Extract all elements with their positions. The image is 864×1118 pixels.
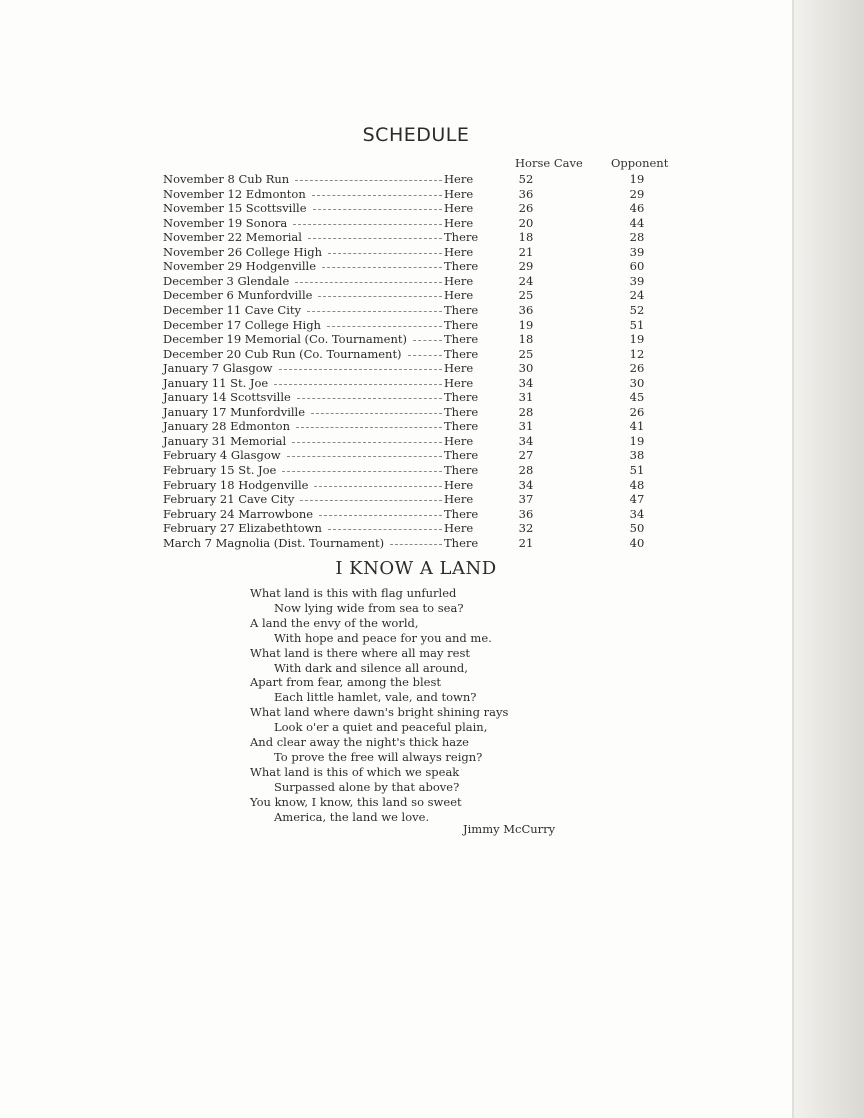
game-date-opponent: December 19 Memorial (Co. Tournament): [163, 332, 407, 347]
horse-cave-score: 34: [518, 433, 534, 448]
schedule-row: [0, 288, 760, 302]
dotted-leader: [300, 500, 442, 501]
game-date-opponent: January 14 Scottsville: [163, 390, 291, 405]
poem-line: Surpassed alone by that above?: [274, 779, 460, 794]
game-date-opponent: January 11 St. Joe: [163, 375, 269, 390]
game-date-opponent: February 27 Elizabethtown: [163, 521, 322, 536]
poem-line: A land the envy of the world,: [250, 615, 419, 630]
column-header-opponent: Opponent: [611, 156, 669, 170]
opponent-score: 12: [629, 346, 645, 361]
game-date-opponent: November 8 Cub Run: [163, 172, 290, 186]
schedule-row: [0, 318, 760, 332]
opponent-score: 39: [629, 244, 645, 259]
schedule-row: [0, 434, 760, 448]
schedule-row: [0, 303, 760, 317]
poem-line: Each little hamlet, vale, and town?: [274, 690, 477, 705]
schedule-row: [0, 521, 760, 535]
horse-cave-score: 19: [518, 317, 534, 332]
poem-line: You know, I know, this land so sweet: [250, 794, 462, 809]
game-venue: There: [444, 535, 479, 550]
dotted-leader: [295, 282, 442, 283]
horse-cave-score: 18: [518, 230, 534, 245]
horse-cave-score: 31: [518, 419, 534, 434]
schedule-row: [0, 172, 760, 186]
schedule-row: [0, 332, 760, 346]
dotted-leader: [318, 296, 442, 297]
game-venue: Here: [444, 433, 474, 448]
horse-cave-score: 24: [518, 273, 534, 288]
poem-line: Now lying wide from sea to sea?: [274, 600, 464, 615]
opponent-score: 60: [629, 259, 645, 274]
poem-line: Apart from fear, among the blest: [250, 675, 441, 690]
dotted-leader: [390, 544, 442, 545]
opponent-score: 46: [629, 201, 645, 216]
dotted-leader: [287, 456, 442, 457]
game-venue: Here: [444, 288, 474, 303]
dotted-leader: [327, 326, 442, 327]
horse-cave-score: 25: [518, 346, 534, 361]
opponent-score: 41: [629, 419, 645, 434]
poem-line: To prove the free will always reign?: [274, 749, 483, 764]
dotted-leader: [413, 340, 442, 341]
schedule-row: [0, 259, 760, 273]
game-date-opponent: March 7 Magnolia (Dist. Tournament): [163, 535, 385, 550]
dotted-leader: [322, 267, 442, 268]
horse-cave-score: 27: [518, 448, 534, 463]
schedule-row: [0, 448, 760, 462]
schedule-row: [0, 405, 760, 419]
dotted-leader: [312, 195, 442, 196]
horse-cave-score: 36: [518, 302, 534, 317]
poem-line: With hope and peace for you and me.: [274, 630, 492, 645]
game-date-opponent: November 22 Memorial: [163, 230, 302, 245]
schedule-row: [0, 245, 760, 259]
dotted-leader: [296, 427, 442, 428]
game-date-opponent: November 26 College High: [163, 244, 322, 259]
opponent-score: 51: [629, 463, 645, 477]
opponent-score: 34: [629, 506, 645, 521]
game-date-opponent: January 7 Glasgow: [163, 361, 273, 376]
opponent-score: 19: [629, 172, 645, 186]
horse-cave-score: 21: [518, 244, 534, 259]
schedule-row: [0, 230, 760, 244]
horse-cave-score: 36: [518, 506, 534, 521]
game-venue: There: [444, 419, 479, 434]
poem-title: I KNOW A LAND: [335, 558, 497, 579]
horse-cave-score: 52: [518, 172, 534, 186]
dotted-leader: [313, 209, 442, 210]
game-venue: There: [444, 404, 479, 419]
game-date-opponent: December 20 Cub Run (Co. Tournament): [163, 346, 402, 361]
game-date-opponent: November 29 Hodgenville: [163, 259, 317, 274]
game-date-opponent: December 3 Glendale: [163, 273, 290, 288]
game-venue: Here: [444, 375, 474, 390]
game-venue: Here: [444, 244, 474, 259]
dotted-leader: [319, 515, 442, 516]
game-date-opponent: November 12 Edmonton: [163, 186, 306, 201]
dotted-leader: [282, 471, 442, 472]
game-date-opponent: February 18 Hodgenville: [163, 477, 309, 492]
dotted-leader: [297, 398, 442, 399]
game-date-opponent: December 6 Munfordville: [163, 288, 313, 303]
schedule-row: [0, 390, 760, 404]
poem-line: What land is there where all may rest: [250, 645, 470, 660]
schedule-row: [0, 536, 760, 550]
opponent-score: 30: [629, 375, 645, 390]
game-date-opponent: February 24 Marrowbone: [163, 506, 314, 521]
schedule-row: [0, 361, 760, 375]
horse-cave-score: 30: [518, 361, 534, 376]
poem-line: With dark and silence all around,: [274, 660, 468, 675]
horse-cave-score: 25: [518, 288, 534, 303]
dotted-leader: [308, 238, 442, 239]
poem-line: What land where dawn's bright shining rays: [250, 705, 509, 720]
horse-cave-score: 34: [518, 375, 534, 390]
game-date-opponent: January 17 Munfordville: [163, 404, 306, 419]
game-date-opponent: February 21 Cave City: [163, 492, 295, 507]
opponent-score: 19: [629, 332, 645, 347]
game-venue: There: [444, 302, 479, 317]
game-venue: Here: [444, 492, 474, 507]
horse-cave-score: 28: [518, 404, 534, 419]
game-venue: Here: [444, 521, 474, 536]
schedule-row: [0, 492, 760, 506]
horse-cave-score: 37: [518, 492, 534, 507]
schedule-row: [0, 201, 760, 215]
game-venue: There: [444, 332, 479, 347]
horse-cave-score: 36: [518, 186, 534, 201]
poem-line: What land is this with flag unfurled: [250, 586, 457, 600]
opponent-score: 24: [629, 288, 645, 303]
opponent-score: 45: [629, 390, 645, 405]
opponent-score: 19: [629, 433, 645, 448]
schedule-title: SCHEDULE: [362, 124, 470, 146]
dotted-leader: [328, 253, 442, 254]
game-date-opponent: December 11 Cave City: [163, 302, 301, 317]
game-venue: There: [444, 390, 479, 405]
game-date-opponent: November 19 Sonora: [163, 215, 288, 230]
schedule-row: [0, 419, 760, 433]
schedule-row: [0, 216, 760, 230]
opponent-score: 47: [629, 492, 645, 507]
horse-cave-score: 28: [518, 463, 534, 477]
opponent-score: 29: [629, 186, 645, 201]
opponent-score: 28: [629, 230, 645, 245]
game-date-opponent: January 28 Edmonton: [163, 419, 291, 434]
dotted-leader: [295, 180, 442, 181]
opponent-score: 40: [629, 535, 645, 550]
game-venue: Here: [444, 215, 474, 230]
opponent-score: 44: [629, 215, 645, 230]
dotted-leader: [279, 369, 442, 370]
dotted-leader: [311, 413, 442, 414]
dotted-leader: [274, 384, 442, 385]
game-venue: Here: [444, 273, 474, 288]
dotted-leader: [408, 355, 442, 356]
game-venue: There: [444, 230, 479, 245]
game-venue: There: [444, 448, 479, 463]
game-venue: There: [444, 506, 479, 521]
schedule-row: [0, 347, 760, 361]
schedule-row: [0, 274, 760, 288]
game-venue: Here: [444, 186, 474, 201]
dotted-leader: [292, 442, 442, 443]
horse-cave-score: 32: [518, 521, 534, 536]
game-venue: There: [444, 463, 479, 477]
poem-author: Jimmy McCurry: [463, 822, 556, 836]
poem-line: Look o'er a quiet and peaceful plain,: [274, 720, 488, 735]
game-date-opponent: February 15 St. Joe: [163, 463, 277, 477]
horse-cave-score: 20: [518, 215, 534, 230]
game-venue: Here: [444, 361, 474, 376]
horse-cave-score: 26: [518, 201, 534, 216]
dotted-leader: [314, 486, 442, 487]
opponent-score: 26: [629, 404, 645, 419]
game-date-opponent: November 15 Scottsville: [163, 201, 307, 216]
game-venue: Here: [444, 172, 474, 186]
schedule-row: [0, 478, 760, 492]
game-date-opponent: January 31 Memorial: [163, 433, 287, 448]
poem-line: What land is this of which we speak: [250, 764, 460, 779]
horse-cave-score: 21: [518, 535, 534, 550]
game-venue: Here: [444, 477, 474, 492]
game-venue: Here: [444, 201, 474, 216]
horse-cave-score: 34: [518, 477, 534, 492]
game-date-opponent: December 17 College High: [163, 317, 321, 332]
dotted-leader: [293, 224, 442, 225]
poem-line: America, the land we love.: [274, 809, 430, 824]
opponent-score: 51: [629, 317, 645, 332]
opponent-score: 26: [629, 361, 645, 376]
game-venue: There: [444, 346, 479, 361]
game-venue: There: [444, 317, 479, 332]
game-venue: There: [444, 259, 479, 274]
opponent-score: 52: [629, 302, 645, 317]
column-header-horse-cave: Horse Cave: [515, 156, 583, 170]
horse-cave-score: 18: [518, 332, 534, 347]
opponent-score: 39: [629, 273, 645, 288]
schedule-row: [0, 376, 760, 390]
horse-cave-score: 31: [518, 390, 534, 405]
game-date-opponent: February 4 Glasgow: [163, 448, 281, 463]
poem-line: And clear away the night's thick haze: [250, 735, 469, 749]
schedule-row: [0, 463, 760, 477]
schedule-row: [0, 187, 760, 201]
dotted-leader: [328, 529, 442, 530]
dotted-leader: [307, 311, 442, 312]
opponent-score: 50: [629, 521, 645, 536]
opponent-score: 38: [629, 448, 645, 463]
opponent-score: 48: [629, 477, 645, 492]
schedule-row: [0, 507, 760, 521]
horse-cave-score: 29: [518, 259, 534, 274]
